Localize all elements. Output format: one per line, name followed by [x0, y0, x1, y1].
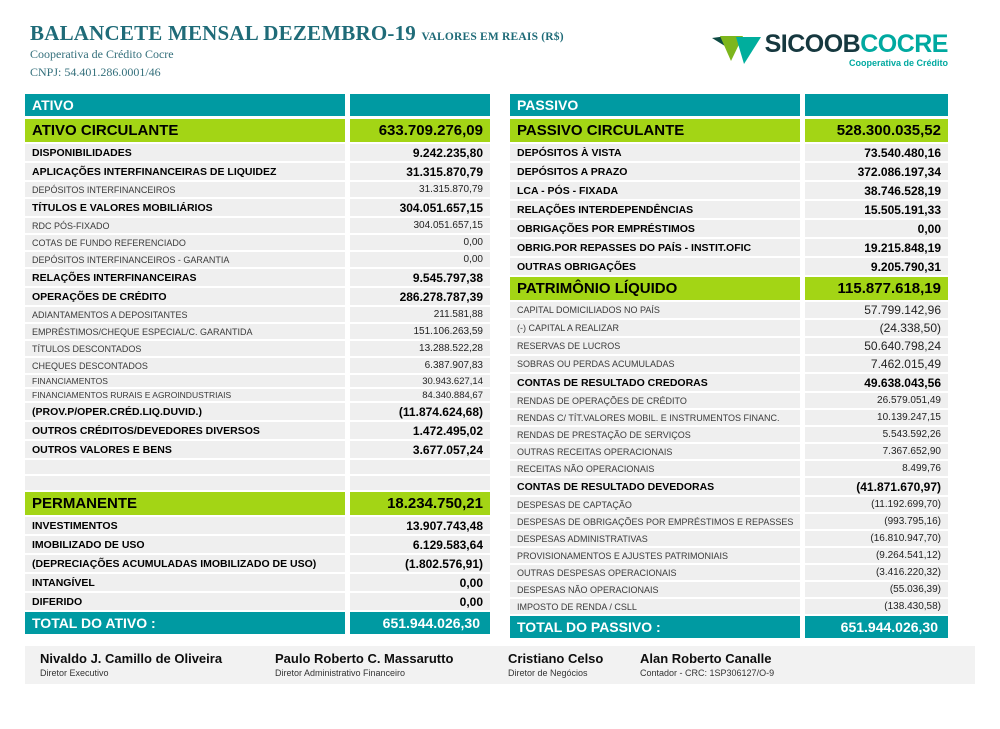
signature-role: Contador - CRC: 1SP306127/O-9	[640, 668, 775, 678]
row-value: (11.874.624,68)	[350, 403, 490, 420]
row-value: 9.545.797,38	[350, 269, 490, 286]
row-value: 651.944.026,30	[350, 612, 490, 634]
row-label: OUTROS CRÉDITOS/DEVEDORES DIVERSOS	[25, 422, 345, 439]
row-label: COTAS DE FUNDO REFERENCIADO	[25, 235, 345, 250]
balance-row	[510, 374, 948, 391]
balance-row	[510, 320, 948, 336]
row-label: RECEITAS NÃO OPERACIONAIS	[510, 461, 800, 476]
row-label	[25, 476, 345, 490]
signature-role: Diretor Administrativo Financeiro	[275, 668, 406, 678]
row-label: CAPITAL DOMICILIADOS NO PAÍS	[510, 302, 800, 318]
signatures-footer	[25, 646, 975, 684]
row-label: FINANCIAMENTOS RURAIS E AGROINDUSTRIAIS	[25, 389, 345, 401]
signature-role: Diretor de Negócios	[508, 668, 588, 678]
row-value: 1.472.495,02	[350, 422, 490, 439]
row-label: RELAÇÕES INTERDEPENDÊNCIAS	[510, 201, 800, 218]
row-value: 50.640.798,24	[805, 338, 948, 354]
row-value: (55.036,39)	[805, 582, 948, 597]
balance-row	[510, 427, 948, 442]
balance-row	[25, 403, 490, 420]
row-label: TÍTULOS DESCONTADOS	[25, 341, 345, 356]
sicoob-logo	[712, 32, 948, 68]
balance-row	[510, 548, 948, 563]
row-value: 3.677.057,24	[350, 441, 490, 458]
row-value: 6.129.583,64	[350, 536, 490, 553]
signature-block	[508, 651, 640, 678]
logo-brand-sicoob: SICOOB	[764, 30, 861, 58]
org-name: Cooperativa de Crédito Cocre	[30, 47, 174, 62]
balance-row	[25, 389, 490, 401]
row-label: FINANCIAMENTOS	[25, 375, 345, 387]
row-value: 633.709.276,09	[350, 119, 490, 142]
passivo-column	[510, 94, 948, 640]
row-value: 528.300.035,52	[805, 119, 948, 142]
row-label: PASSIVO CIRCULANTE	[510, 119, 800, 142]
row-label: RESERVAS DE LUCROS	[510, 338, 800, 354]
row-value: (1.802.576,91)	[350, 555, 490, 572]
row-label: EMPRÉSTIMOS/CHEQUE ESPECIAL/C. GARANTIDA	[25, 324, 345, 339]
row-value: 304.051.657,15	[350, 218, 490, 233]
row-value: (138.430,58)	[805, 599, 948, 614]
balance-row	[510, 220, 948, 237]
balance-row	[510, 201, 948, 218]
signature-role: Diretor Executivo	[40, 668, 109, 678]
sicoob-chevron-icon	[712, 34, 762, 68]
signature-block	[640, 651, 975, 678]
signature-block	[275, 651, 508, 678]
balance-row	[510, 410, 948, 425]
report-title: BALANCETE MENSAL DEZEMBRO-19	[30, 21, 416, 45]
row-value: 84.340.884,67	[350, 389, 490, 401]
balance-row	[510, 338, 948, 354]
row-value: 0,00	[350, 574, 490, 591]
balance-row	[510, 258, 948, 275]
org-cnpj: CNPJ: 54.401.286.0001/46	[30, 65, 161, 80]
row-value: 7.367.652,90	[805, 444, 948, 459]
balance-row	[25, 307, 490, 322]
balance-row	[510, 497, 948, 512]
row-label: PATRIMÔNIO LÍQUIDO	[510, 277, 800, 300]
row-value: 31.315.870,79	[350, 163, 490, 180]
row-label: IMOBILIZADO DE USO	[25, 536, 345, 553]
balance-row	[510, 302, 948, 318]
balance-row	[25, 199, 490, 216]
balance-row	[510, 393, 948, 408]
row-value: 15.505.191,33	[805, 201, 948, 218]
row-value: (9.264.541,12)	[805, 548, 948, 563]
balance-row	[25, 269, 490, 286]
balance-row	[510, 478, 948, 495]
balance-row	[25, 119, 490, 142]
row-label: OBRIG.POR REPASSES DO PAÍS - INSTIT.OFIC	[510, 239, 800, 256]
row-value: 9.242.235,80	[350, 144, 490, 161]
balance-row	[25, 574, 490, 591]
row-value: 13.907.743,48	[350, 517, 490, 534]
passivo-rows	[510, 119, 948, 640]
row-label: APLICAÇÕES INTERFINANCEIRAS DE LIQUIDEZ	[25, 163, 345, 180]
ativo-header-label: ATIVO	[25, 94, 345, 116]
row-value: (24.338,50)	[805, 320, 948, 336]
row-value: 49.638.043,56	[805, 374, 948, 391]
row-label: DEPÓSITOS À VISTA	[510, 144, 800, 161]
row-label: DESPESAS NÃO OPERACIONAIS	[510, 582, 800, 597]
balance-row	[510, 119, 948, 142]
row-label: ADIANTAMENTOS A DEPOSITANTES	[25, 307, 345, 322]
row-value: 211.581,88	[350, 307, 490, 322]
row-label: DEPÓSITOS INTERFINANCEIROS	[25, 182, 345, 197]
row-value: 0,00	[350, 235, 490, 250]
row-value: 73.540.480,16	[805, 144, 948, 161]
row-value: 7.462.015,49	[805, 356, 948, 372]
balance-row	[25, 441, 490, 458]
row-value: 115.877.618,19	[805, 277, 948, 300]
row-value: 57.799.142,96	[805, 302, 948, 318]
balance-row	[510, 163, 948, 180]
logo-tagline: Cooperativa de Crédito	[848, 58, 948, 68]
row-label: CHEQUES DESCONTADOS	[25, 358, 345, 373]
logo-wordmark	[765, 32, 948, 57]
ativo-column	[25, 94, 490, 640]
report-header	[30, 22, 948, 86]
balance-row	[25, 163, 490, 180]
row-label: DESPESAS DE CAPTAÇÃO	[510, 497, 800, 512]
row-value: 9.205.790,31	[805, 258, 948, 275]
balance-row	[25, 593, 490, 610]
row-label: DEPÓSITOS A PRAZO	[510, 163, 800, 180]
row-label: SOBRAS OU PERDAS ACUMULADAS	[510, 356, 800, 372]
row-label: RDC PÓS-FIXADO	[25, 218, 345, 233]
row-value: (41.871.670,97)	[805, 478, 948, 495]
row-value: 19.215.848,19	[805, 239, 948, 256]
balance-row	[25, 235, 490, 250]
balance-row	[510, 514, 948, 529]
row-label: OBRIGAÇÕES POR EMPRÉSTIMOS	[510, 220, 800, 237]
row-label: CONTAS DE RESULTADO DEVEDORAS	[510, 478, 800, 495]
balance-row	[25, 517, 490, 534]
row-value: (11.192.699,70)	[805, 497, 948, 512]
balance-row	[25, 288, 490, 305]
signature-name: Nivaldo J. Camillo de Oliveira	[40, 651, 223, 666]
row-label: PROVISIONAMENTOS E AJUSTES PATRIMONIAIS	[510, 548, 800, 563]
row-value: 30.943.627,14	[350, 375, 490, 387]
row-label: RENDAS DE OPERAÇÕES DE CRÉDITO	[510, 393, 800, 408]
row-value: 8.499,76	[805, 461, 948, 476]
balance-row	[25, 182, 490, 197]
signature-name: Alan Roberto Canalle	[640, 651, 772, 666]
row-value: 0,00	[805, 220, 948, 237]
balance-row	[25, 324, 490, 339]
balance-row	[25, 341, 490, 356]
balance-row	[510, 144, 948, 161]
row-label: CONTAS DE RESULTADO CREDORAS	[510, 374, 800, 391]
title-block	[30, 22, 564, 80]
balance-row	[25, 612, 490, 634]
row-label: PERMANENTE	[25, 492, 345, 515]
row-label: LCA - PÓS - FIXADA	[510, 182, 800, 199]
signature-name: Paulo Roberto C. Massarutto	[275, 651, 454, 666]
balance-row	[510, 182, 948, 199]
balance-row	[25, 218, 490, 233]
report-title-suffix: VALORES EM REAIS (R$)	[421, 31, 564, 43]
row-label: OUTROS VALORES E BENS	[25, 441, 345, 458]
row-label: INTANGÍVEL	[25, 574, 345, 591]
row-label: (PROV.P/OPER.CRÉD.LIQ.DUVID.)	[25, 403, 345, 420]
row-value: (993.795,16)	[805, 514, 948, 529]
row-label: DIFERIDO	[25, 593, 345, 610]
balance-row	[25, 375, 490, 387]
row-label: DEPÓSITOS INTERFINANCEIROS - GARANTIA	[25, 252, 345, 267]
signature-name: Cristiano Celso	[508, 651, 604, 666]
row-label: OUTRAS OBRIGAÇÕES	[510, 258, 800, 275]
row-value: 0,00	[350, 252, 490, 267]
row-label	[25, 460, 345, 474]
row-label: RENDAS DE PRESTAÇÃO DE SERVIÇOS	[510, 427, 800, 442]
balancete-page	[0, 22, 1000, 684]
row-label: DISPONIBILIDADES	[25, 144, 345, 161]
row-label: DESPESAS ADMINISTRATIVAS	[510, 531, 800, 546]
ativo-header	[25, 94, 490, 116]
row-value	[350, 460, 490, 474]
logo-brand-cocre: COCRE	[860, 30, 948, 58]
row-label: TÍTULOS E VALORES MOBILIÁRIOS	[25, 199, 345, 216]
balance-row	[510, 616, 948, 638]
row-value: 151.106.263,59	[350, 324, 490, 339]
row-label: (DEPRECIAÇÕES ACUMULADAS IMOBILIZADO DE USO)	[25, 555, 345, 572]
balance-row	[25, 476, 490, 490]
row-label: DESPESAS DE OBRIGAÇÕES POR EMPRÉSTIMOS E REPASSES	[510, 514, 800, 529]
balance-row	[25, 536, 490, 553]
row-label: OPERAÇÕES DE CRÉDITO	[25, 288, 345, 305]
row-label: IMPOSTO DE RENDA / CSLL	[510, 599, 800, 614]
row-value: 304.051.657,15	[350, 199, 490, 216]
balance-row	[510, 461, 948, 476]
row-label: ATIVO CIRCULANTE	[25, 119, 345, 142]
row-value: 31.315.870,79	[350, 182, 490, 197]
row-value	[350, 476, 490, 490]
row-value: 18.234.750,21	[350, 492, 490, 515]
ativo-rows	[25, 119, 490, 636]
balance-row	[510, 565, 948, 580]
signature-block	[40, 651, 275, 678]
logo-text	[765, 32, 948, 68]
passivo-header	[510, 94, 948, 116]
row-value: 5.543.592,26	[805, 427, 948, 442]
page-title	[30, 22, 564, 44]
ativo-header-spacer	[350, 94, 490, 116]
row-value: 13.288.522,28	[350, 341, 490, 356]
row-value: (3.416.220,32)	[805, 565, 948, 580]
row-value: (16.810.947,70)	[805, 531, 948, 546]
balance-row	[510, 277, 948, 300]
balance-row	[510, 239, 948, 256]
row-value: 10.139.247,15	[805, 410, 948, 425]
row-value: 651.944.026,30	[805, 616, 948, 638]
row-label: TOTAL DO PASSIVO :	[510, 616, 800, 638]
passivo-header-label: PASSIVO	[510, 94, 800, 116]
row-value: 372.086.197,34	[805, 163, 948, 180]
row-value: 26.579.051,49	[805, 393, 948, 408]
row-value: 38.746.528,19	[805, 182, 948, 199]
row-value: 286.278.787,39	[350, 288, 490, 305]
row-label: (-) CAPITAL A REALIZAR	[510, 320, 800, 336]
balance-row	[510, 599, 948, 614]
balance-row	[25, 422, 490, 439]
row-label: INVESTIMENTOS	[25, 517, 345, 534]
balance-row	[25, 460, 490, 474]
balance-row	[510, 531, 948, 546]
balance-row	[25, 492, 490, 515]
row-value: 0,00	[350, 593, 490, 610]
balance-row	[510, 582, 948, 597]
passivo-header-spacer	[805, 94, 948, 116]
row-label: OUTRAS DESPESAS OPERACIONAIS	[510, 565, 800, 580]
row-label: OUTRAS RECEITAS OPERACIONAIS	[510, 444, 800, 459]
row-value: 6.387.907,83	[350, 358, 490, 373]
balance-columns	[25, 94, 975, 640]
row-label: TOTAL DO ATIVO :	[25, 612, 345, 634]
balance-row	[25, 252, 490, 267]
balance-row	[25, 358, 490, 373]
balance-row	[25, 555, 490, 572]
balance-row	[510, 444, 948, 459]
balance-row	[510, 356, 948, 372]
balance-row	[25, 144, 490, 161]
row-label: RENDAS C/ TÍT.VALORES MOBIL. E INSTRUMENTOS FINANC.	[510, 410, 800, 425]
row-label: RELAÇÕES INTERFINANCEIRAS	[25, 269, 345, 286]
